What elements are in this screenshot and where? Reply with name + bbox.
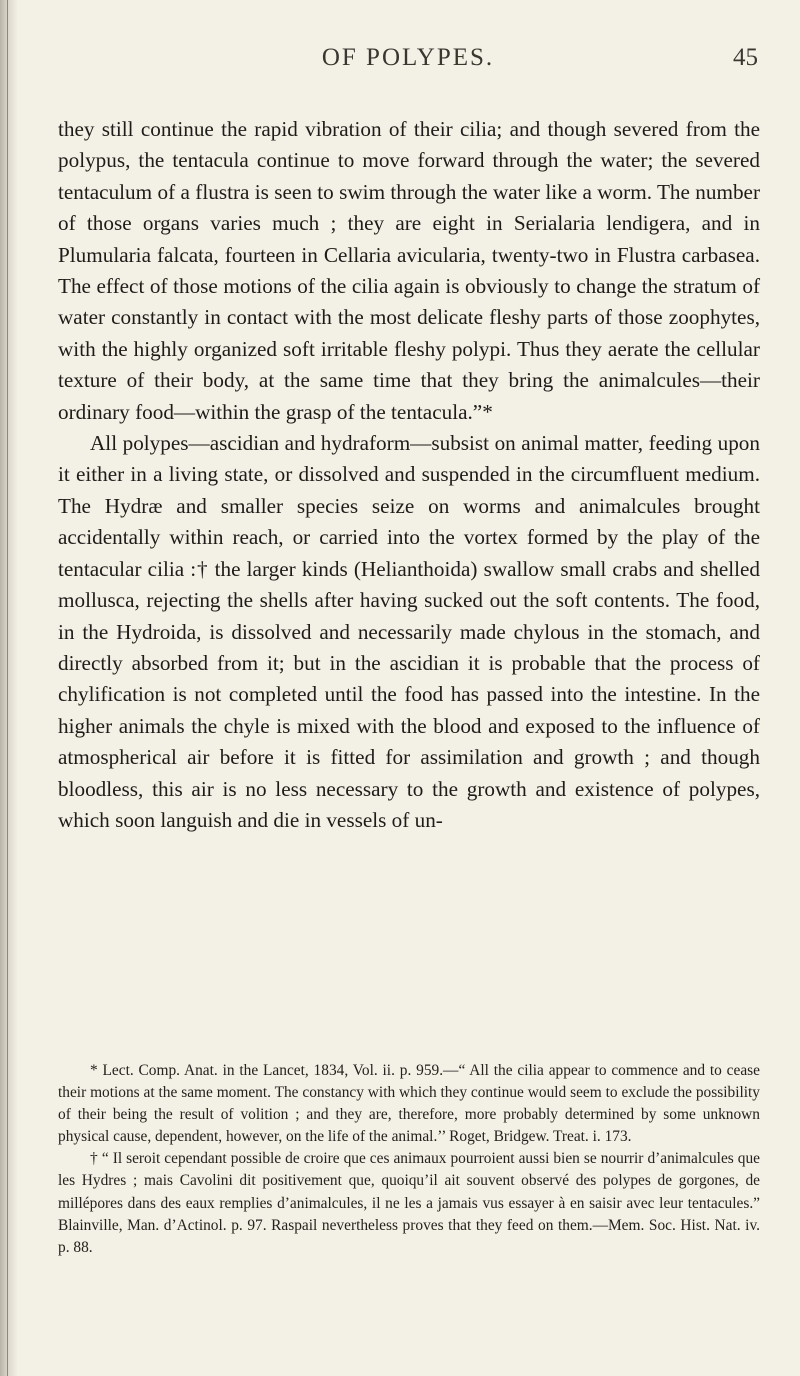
page-header — [58, 44, 758, 78]
running-title: OF POLYPES. — [321, 44, 495, 71]
body-text — [58, 114, 760, 836]
spine-edge — [7, 0, 8, 1376]
spine-shadow — [0, 0, 18, 1376]
page-number: 45 — [733, 44, 758, 71]
paragraph-continued: they still continue the rapid vibration of their cilia; and though severed from the polypus, the tentacula continue to move forward through the water; the severed tentaculum of a flustra is seen to swim through the water like a worm. The number of those organs varies much ; they are eight in Serialaria lendigera, and in Plumularia falcata, fourteen in Cellaria avicularia, twenty-two in Flustra carbasea. The effect of those motions of the cilia again is obviously to change the stratum of water constantly in contact with the most delicate fleshy parts of those zoophytes, with the highly organized soft irritable fleshy polypi. Thus they aerate the cellular texture of their body, at the same time that they bring the animalcules—their ordinary food—within the grasp of the tentacula.”* — [58, 117, 760, 424]
footnotes — [58, 1060, 760, 1259]
footnote-asterisk: * Lect. Comp. Anat. in the Lancet, 1834, Vol. ii. p. 959.—“ All the cilia appear to commence and to cease their motions at the same moment. The constancy with which they continue would seem to exclude the possibility of their being the result of volition ; and they are, therefore, more probably determined by some unknown physical cause, dependent, however, on the life of the animal.’’ Roget, Bridgew. Treat. i. 173. — [58, 1062, 760, 1146]
footnote-dagger: † “ Il seroit cependant possible de croire que ces animaux pourroient aussi bien se nourrir d’animalcules que les Hydres ; mais Cavolini dit positivement que, quoiqu’il ait souvent observé des polypes de gorgones, de millépores dans des eaux remplies d’animalcules, il ne les a jamais vus essayer à en saisir avec leur tentacules.” Blainville, Man. d’Actinol. p. 97. Raspail nevertheless proves that they feed on them.—Mem. Soc. Hist. Nat. iv. p. 88. — [58, 1150, 760, 1256]
paragraph-polypes-feeding: All polypes—ascidian and hydraform—subsist on animal matter, feeding upon it either in a living state, or dissolved and suspended in the circumfluent medium. The Hydræ and smaller species seize on worms and animalcules brought accidentally within reach, or carried into the vortex formed by the play of the tentacular cilia :† the larger kinds (Helianthoida) swallow small crabs and shelled mollusca, rejecting the shells after having sucked out the soft contents. The food, in the Hydroida, is dissolved and necessarily made chylous in the stomach, and directly absorbed from it; but in the ascidian it is probable that the process of chylification is not completed until the food has passed into the intestine. In the higher animals the chyle is mixed with the blood and exposed to the influence of atmospherical air before it is fitted for assimilation and growth ; and though bloodless, this air is no less necessary to the growth and existence of polypes, which soon languish and die in vessels of un- — [58, 431, 760, 832]
